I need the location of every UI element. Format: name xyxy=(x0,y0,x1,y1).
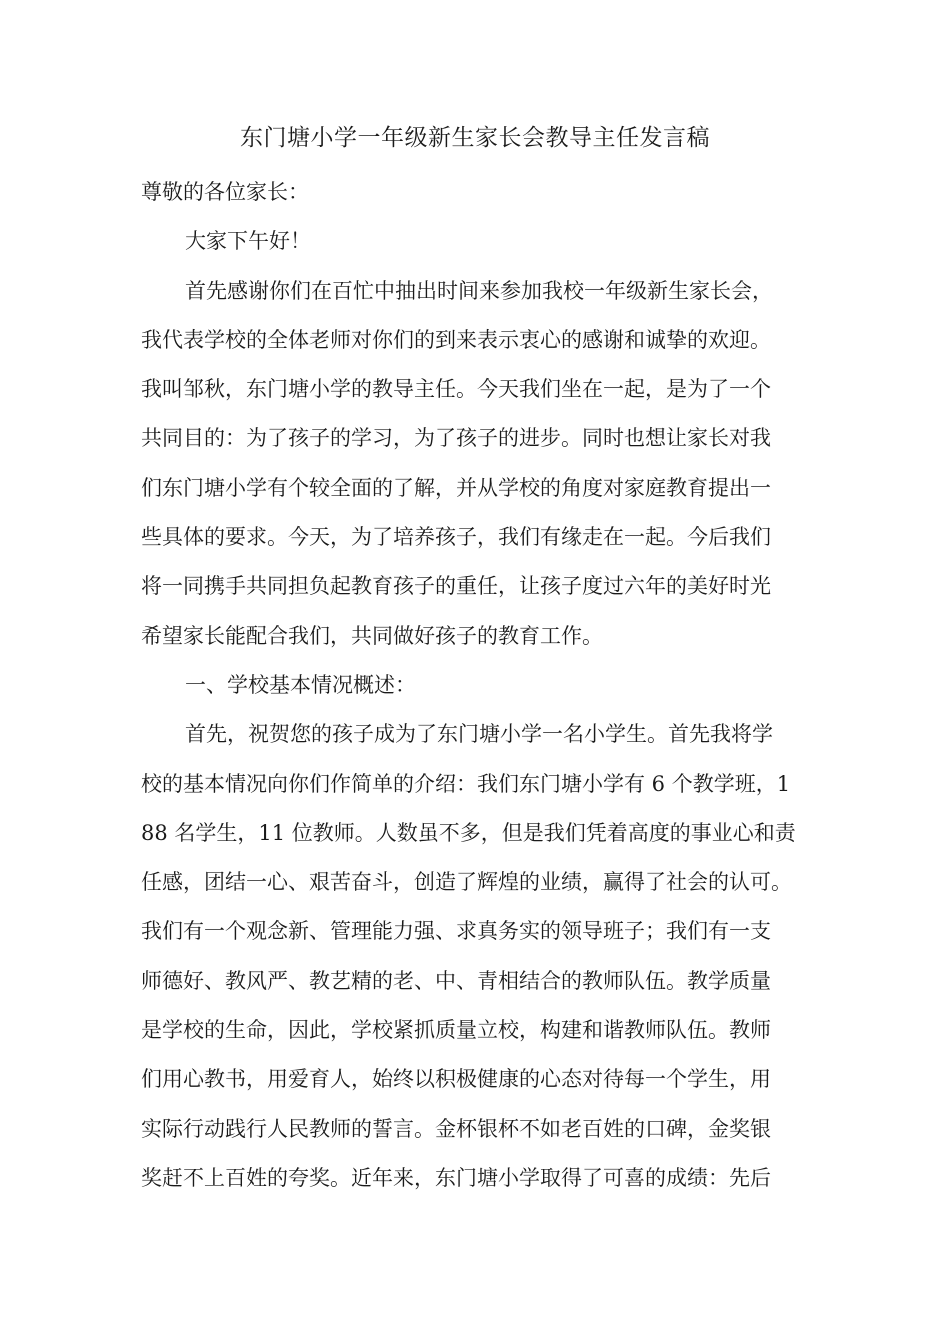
text-line: 大家下午好！ xyxy=(185,229,311,254)
text-line: 奖赶不上百姓的夸奖。近年来，东门塘小学取得了可喜的成绩：先后 xyxy=(141,1165,771,1190)
text-line: 88 名学生，11 位教师。人数虽不多，但是我们凭着高度的事业心和责 xyxy=(141,820,796,845)
text-line: 希望家长能配合我们，共同做好孩子的教育工作。 xyxy=(141,623,603,648)
text-line: 们东门塘小学有个较全面的了解，并从学校的角度对家庭教育提出一 xyxy=(141,475,771,500)
text-line: 尊敬的各位家长： xyxy=(141,180,309,204)
text-line: 共同目的：为了孩子的学习，为了孩子的进步。同时也想让家长对我 xyxy=(141,426,771,451)
text-line: 任感，团结一心、艰苦奋斗，创造了辉煌的业绩，赢得了社会的认可。 xyxy=(141,870,792,895)
text-line: 师德好、教风严、教艺精的老、中、青相结合的教师队伍。教学质量 xyxy=(141,968,771,993)
text-line: 实际行动践行人民教师的誓言。金杯银杯不如老百姓的口碑，金奖银 xyxy=(141,1116,771,1141)
text-line: 一、学校基本情况概述： xyxy=(185,672,416,697)
text-line: 是学校的生命，因此，学校紧抓质量立校，构建和谐教师队伍。教师 xyxy=(141,1018,771,1043)
document-title: 东门塘小学一年级新生家长会教导主任发言稿 xyxy=(240,125,710,151)
text-line: 将一同携手共同担负起教育孩子的重任，让孩子度过六年的美好时光 xyxy=(141,574,771,599)
text-line: 首先，祝贺您的孩子成为了东门塘小学一名小学生。首先我将学 xyxy=(185,722,773,747)
text-line: 我叫邹秋，东门塘小学的教导主任。今天我们坐在一起，是为了一个 xyxy=(141,377,771,402)
text-line: 校的基本情况向你们作简单的介绍：我们东门塘小学有 6 个教学班，1 xyxy=(141,771,791,796)
text-line: 首先感谢你们在百忙中抽出时间来参加我校一年级新生家长会， xyxy=(185,278,773,303)
text-line: 些具体的要求。今天，为了培养孩子，我们有缘走在一起。今后我们 xyxy=(141,525,771,550)
text-line: 我们有一个观念新、管理能力强、求真务实的领导班子；我们有一支 xyxy=(141,919,771,944)
document-body xyxy=(141,168,841,1203)
text-line: 我代表学校的全体老师对你们的到来表示衷心的感谢和诚挚的欢迎。 xyxy=(141,327,771,352)
text-line: 们用心教书，用爱育人，始终以积极健康的心态对待每一个学生，用 xyxy=(141,1067,771,1092)
